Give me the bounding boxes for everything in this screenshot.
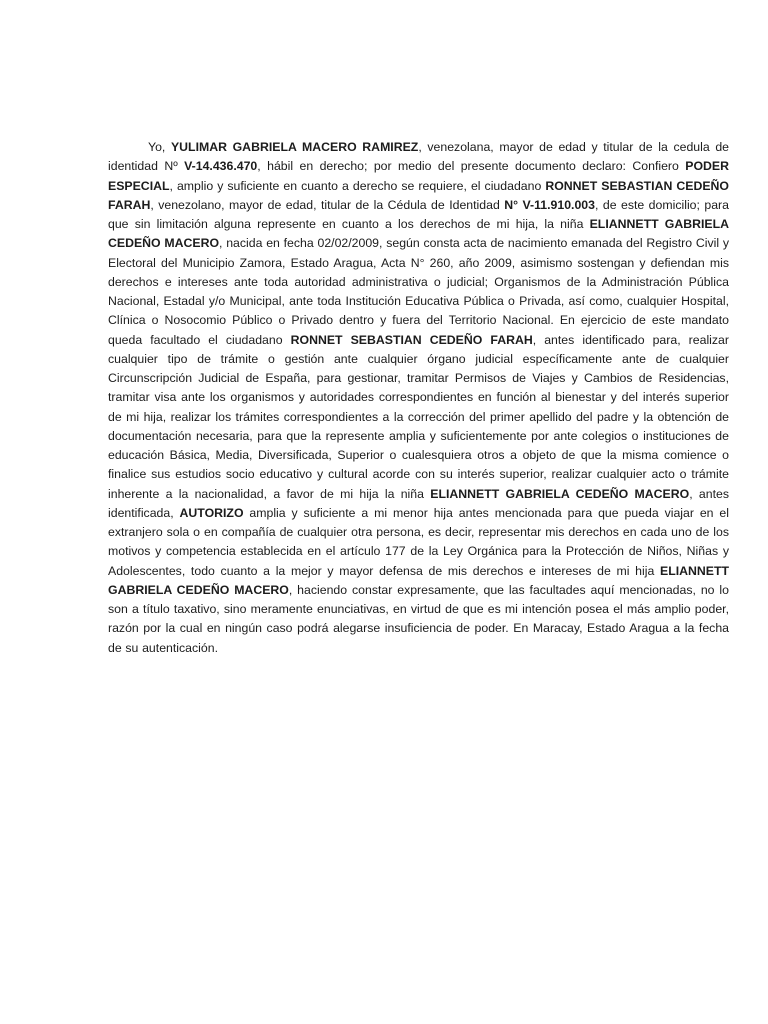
minor-name: ELIANNETT GABRIELA CEDEÑO MACERO (430, 486, 690, 501)
attorney-id-number: N° V-11.910.003 (504, 197, 595, 212)
text-segment: , venezolano, mayor de edad, titular de la Cédula de Identidad (150, 197, 505, 212)
power-of-attorney-paragraph (108, 138, 729, 658)
grantor-name: YULIMAR GABRIELA MACERO RAMIREZ (170, 140, 419, 154)
text-segment: amplia y suficiente a mi menor hija antes mencionada para que pueda viajar en el extranjero sola o en compañía de cualquier otra persona, es decir, representar mis derechos en cada uno de los motivos y competencia establecida en el artículo 177 de la Ley Orgánica para la Protección de Niños, Niñas y Adolescentes, todo cuanto a la mejor y mayor defensa de mis derechos e intereses de mi hija (108, 505, 729, 578)
text-segment: , venezolana, mayor de edad y titular de la cedula de identidad Nº (108, 140, 730, 174)
attorney-name: RONNET SEBASTIAN CEDEÑO FARAH (290, 332, 533, 347)
text-segment: , de este domicilio; para que sin limitación alguna represente en cuanto a los derechos de mi hija, la niña (108, 197, 729, 231)
text-segment: , antes identificada, (108, 486, 729, 520)
text-segment: , nacida en fecha 02/02/2009, según consta acta de nacimiento emanada del Registro Civil y Electoral del Municipio Zamora, Estado Aragua, Acta N° 260, año 2009, asimismo sostengan y defiendan mis derechos e intereses ante toda autoridad administrativa o judicial; Organismos de la Administración Pública Nacional, Estadal y/o Municipal, ante toda Institución Educativa Pública o Privada, así como, cualquier Hospital, Clínica o Nosocomio Público o Privado dentro y fuera del Territorio Nacional. En ejercicio de este mandato queda facultado el ciudadano (108, 236, 730, 347)
attorney-name: RONNET SEBASTIAN CEDEÑO FARAH (108, 178, 729, 212)
text-segment: , antes identificado para, realizar cualquier tipo de trámite o gestión ante cualquier órgano judicial específicamente ante de cualquier Circunscripción Judicial de España, para gestionar, tramitar Permisos de Viajes y Cambios de Residencias, tramitar visa ante los organismos y autoridades correspondientes en función al bienestar y del interés superior de mi hija, realizar los trámites correspondientes a la corrección del primer apellido del padre y la obtención de documentación necesaria, para que la represente amplia y suficientemente por ante colegios o instituciones de educación Básica, Media, Diversificada, Superior o cualesquiera otros a objeto de que la misma comience o finalice sus estudios socio educativo y cultural acorde con su interés superior, realizar cualquier acto o trámite inherente a la nacionalidad, a favor de mi hija la niña (108, 332, 729, 501)
minor-name: ELIANNETT GABRIELA CEDEÑO MACERO (108, 563, 729, 597)
authorization-keyword: AUTORIZO (179, 505, 244, 520)
grantor-id-number: V-14.436.470 (184, 159, 258, 174)
text-segment: , haciendo constar expresamente, que las facultades aquí mencionadas, no lo son a título taxativo, sino meramente enunciativas, en virtud de que es mi intención posea el más amplio poder, razón por la cual en ningún caso podrá alegarse insuficiencia de poder. En Maracay, Estado Aragua a la fecha de su autenticación. (108, 582, 729, 655)
text-segment: Yo, (148, 140, 171, 154)
text-segment: , amplio y suficiente en cuanto a derecho se requiere, el ciudadano (169, 178, 546, 193)
minor-name: ELIANNETT GABRIELA CEDEÑO MACERO (108, 217, 729, 251)
text-segment: , hábil en derecho; por medio del presente documento declaro: Confiero (257, 159, 686, 174)
power-type: PODER ESPECIAL (108, 159, 730, 193)
